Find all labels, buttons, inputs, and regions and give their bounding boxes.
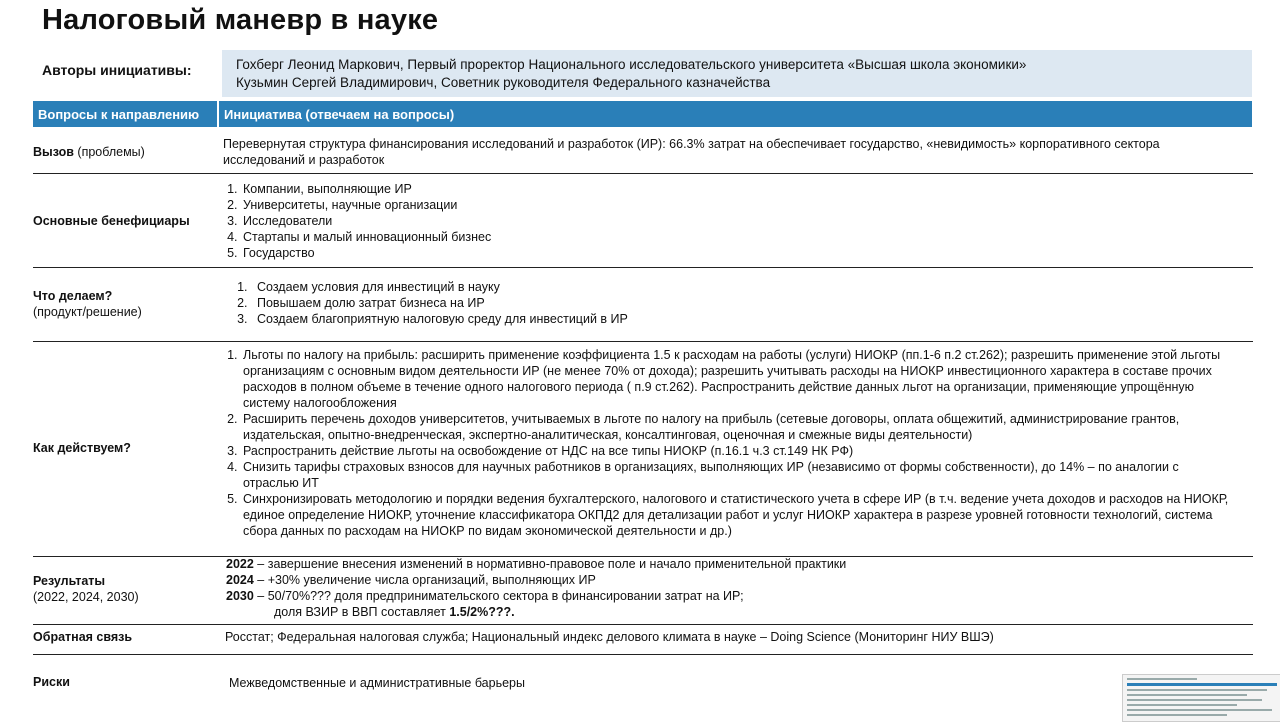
thumbnail-line <box>1127 689 1267 691</box>
result-year: 2024 <box>226 573 254 587</box>
result-year: 2022 <box>226 557 254 571</box>
row-what <box>33 267 1253 342</box>
row-label-sub: (продукт/решение) <box>33 305 142 319</box>
feedback-text: Росстат; Федеральная налоговая служба; Национальный индекс делового климата в науке – Doing Science (Мониторинг НИУ ВШЭ) <box>225 630 994 644</box>
row-label-sub: (2022, 2024, 2030) <box>33 590 139 604</box>
list-item: 2. Расширить перечень доходов университетов, учитываемых в льготе по налогу на прибыль (сетевые договоры, оплата общежитий, администрирование грантов, издательская, опытно-внедренческая, экспертно-аналитическая, консалтинговая, оценочная и смежные виды деятельности) <box>241 411 1231 443</box>
result-line <box>226 556 1236 572</box>
thumbnail-line <box>1127 709 1272 711</box>
results-text <box>226 556 1236 620</box>
author-line: Гохберг Леонид Маркович, Первый проректор Национального исследовательского университета «Высшая школа экономики» <box>236 57 1027 72</box>
page-title: Налоговый маневр в науке <box>42 4 439 36</box>
list-item: 1. Льготы по налогу на прибыль: расширить применение коэффициента 1.5 к расходам на работы (услуги) НИОКР (пп.1-6 п.2 ст.262); разрешить применение этой льготы организациям с основным видом деятельности ИР (не менее 70% от дохода); разрешить учитывать расходы на НИОКР инвестиционного характера в составе прочих расходов в полном объеме в течение одного налогового периода ( п.9 ст.262). Распространить действие данных льгот на организации, применяющие упрощённую систему налогообложения <box>241 347 1231 411</box>
row-label-main: Что делаем? <box>33 289 113 303</box>
thumbnail-line <box>1127 699 1262 701</box>
result-line <box>226 604 1236 620</box>
row-label: Основные бенефициары <box>33 214 190 228</box>
thumbnail-line <box>1127 694 1247 696</box>
row-how <box>33 341 1253 557</box>
authors-box <box>222 50 1252 97</box>
what-list <box>225 279 1261 327</box>
list-item: 1. Компании, выполняющие ИР <box>241 181 1251 197</box>
list-item: 2. Повышаем долю затрат бизнеса на ИР <box>251 295 1261 311</box>
result-line <box>226 588 1236 604</box>
header-initiative: Инициатива (отвечаем на вопросы) <box>219 101 1252 127</box>
list-item: 1. Создаем условия для инвестиций в науку <box>251 279 1261 295</box>
row-risks <box>33 654 1253 694</box>
list-item: 2. Университеты, научные организации <box>241 197 1251 213</box>
slide-thumbnail[interactable] <box>1122 674 1280 722</box>
list-item: 3. Исследователи <box>241 213 1251 229</box>
risks-text: Межведомственные и административные барьеры <box>229 676 525 690</box>
row-label-bold: Вызов <box>33 145 74 159</box>
result-text: доля ВЗИР в ВВП составляет <box>274 605 450 619</box>
row-label-main: Результаты <box>33 574 106 588</box>
row-beneficiaries <box>33 173 1253 268</box>
thumbnail-line <box>1127 704 1237 706</box>
result-text: – завершение внесения изменений в нормативно-правовое поле и начало применительной практики <box>253 557 847 571</box>
row-label <box>33 573 139 605</box>
result-text: – +30% увеличение числа организаций, выполняющих ИР <box>253 573 596 587</box>
row-label: Как действуем? <box>33 441 131 455</box>
list-item: 5. Синхронизировать методологию и порядки ведения бухгалтерского, налогового и статистического учета в сфере ИР (в т.ч. ведение учета доходов и расходов на НИОКР, единое определение НИОКР, уточнение классификатора ОКПД2 для детализации работ и услуг НИОКР характера в разрезе уровней готовности технологий, система сбора данных по расходам на НИОКР по видам экономической деятельности и др.) <box>241 491 1231 539</box>
beneficiaries-list <box>223 181 1251 261</box>
row-label <box>33 288 142 320</box>
row-label: Риски <box>33 675 70 689</box>
row-label <box>33 144 145 160</box>
authors-label: Авторы инициативы: <box>42 62 192 78</box>
list-item: 4. Снизить тарифы страховых взносов для научных работников в организациях, выполняющих ИР (независимо от формы собственности), до 14% – по аналогии с отраслью ИТ <box>241 459 1231 491</box>
thumbnail-line <box>1127 714 1227 716</box>
list-item: 4. Стартапы и малый инновационный бизнес <box>241 229 1251 245</box>
author-line: Кузьмин Сергей Владимирович, Советник руководителя Федерального казначейства <box>236 75 771 90</box>
list-item: 3. Распространить действие льготы на освобождение от НДС на все типы НИОКР (п.16.1 ч.3 ст.149 НК РФ) <box>241 443 1231 459</box>
header-questions: Вопросы к направлению <box>33 101 217 127</box>
row-label-rest: (проблемы) <box>73 145 145 159</box>
result-text: – 50/70%??? доля предпринимательского сектора в финансировании затрат на ИР; <box>253 589 744 603</box>
row-results <box>33 556 1253 625</box>
row-challenge <box>33 127 1253 174</box>
result-value: 1.5/2%???. <box>449 605 515 619</box>
challenge-text: Перевернутая структура финансирования исследований и разработок (ИР): 66.3% затрат на обеспечивает государство, «невидимость» корпоративного сектора исследований и разработок <box>223 137 1160 167</box>
result-line <box>226 572 1236 588</box>
list-item: 3. Создаем благоприятную налоговую среду для инвестиций в ИР <box>251 311 1261 327</box>
thumbnail-line <box>1127 678 1197 680</box>
thumbnail-header <box>1127 683 1277 686</box>
list-item: 5. Государство <box>241 245 1251 261</box>
row-feedback <box>33 624 1253 655</box>
row-label: Обратная связь <box>33 630 133 644</box>
how-list <box>223 347 1231 539</box>
result-year: 2030 <box>226 589 254 603</box>
